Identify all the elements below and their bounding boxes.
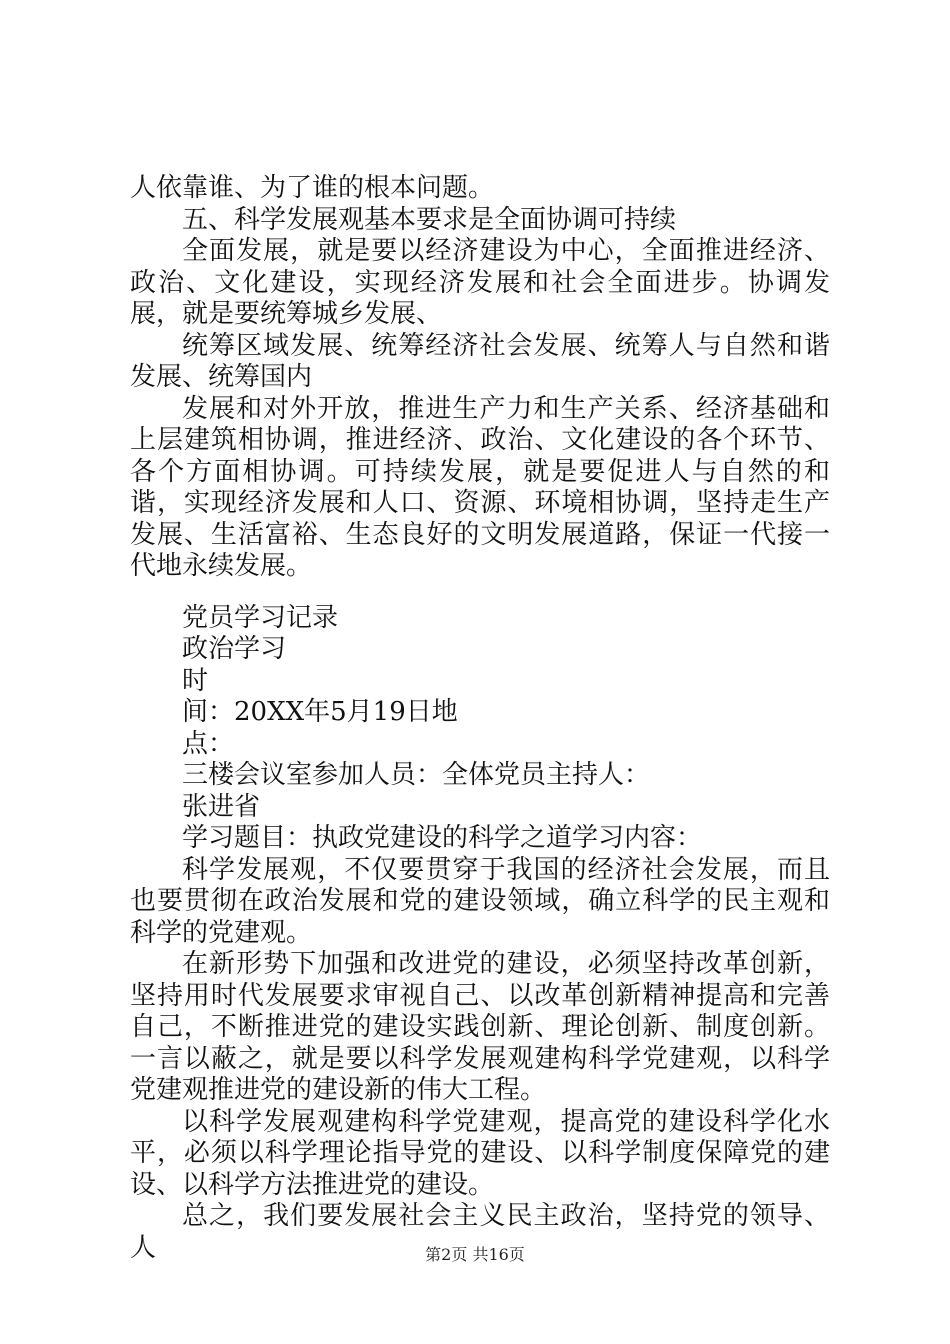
paragraph: 在新形势下加强和改进党的建设，必须坚持改革创新，坚持用时代发展要求审视自己、以改革创新精神提高和完善自己，不断推进党的建设实践创新、理论创新、制度创新。一言以蔽之，就是要以科学发展观建构科学党建观，以科学党建观推进党的建设新的伟大工程。 [130,949,830,1105]
paragraph: 统筹区域发展、统筹经济社会发展、统筹人与自然和谐发展、统筹国内 [130,330,830,392]
record-subtitle: 政治学习 [182,634,287,664]
paragraph: 发展和对外开放，推进生产力和生产关系、经济基础和上层建筑相协调，推进经济、政治、文化建设的各个环节、各个方面相协调。可持续发展，就是要促进人与自然的和谐，实现经济发展和人口、资源、环境相协调，坚持走生产发展、生活富裕、生态良好的文明发展道路，保证一代接一代地永续发展。 [130,393,830,581]
record-field: 张进省 [182,791,261,822]
page-number-footer: 第2页 共16页 [425,1245,525,1264]
record-field: 点： [182,728,235,759]
paragraph-continuation: 人依靠谁、为了谁的根本问题。 [130,173,495,203]
document-body [130,173,830,1264]
paragraph: 总之，我们要发展社会主义民主政治，坚持党的领导、人 [130,1201,830,1263]
record-field: 学习题目：执政党建设的科学之道学习内容： [182,823,703,853]
paragraph: 全面发展，就是要以经济建设为中心，全面推进经济、政治、文化建设，实现经济发展和社会全面进步。协调发展，就是要统筹城乡发展、 [130,236,830,329]
paragraph: 以科学发展观建构科学党建观，提高党的建设科学化水平，必须以科学理论指导党的建设、以科学制度保障党的建设、以科学方法推进党的建设。 [130,1106,830,1200]
record-field: 三楼会议室参加人员：全体党员主持人： [182,760,651,790]
record-field: 间：20XX年5月19日地 [182,697,458,727]
paragraph: 科学发展观，不仅要贯穿于我国的经济社会发展，而且也要贯彻在政治发展和党的建设领域，确立科学的民主观和科学的党建观。 [130,854,830,948]
record-field: 时 [182,665,209,696]
record-title: 党员学习记录 [182,602,339,633]
section-heading: 五、科学发展观基本要求是全面协调可持续 [182,204,677,235]
